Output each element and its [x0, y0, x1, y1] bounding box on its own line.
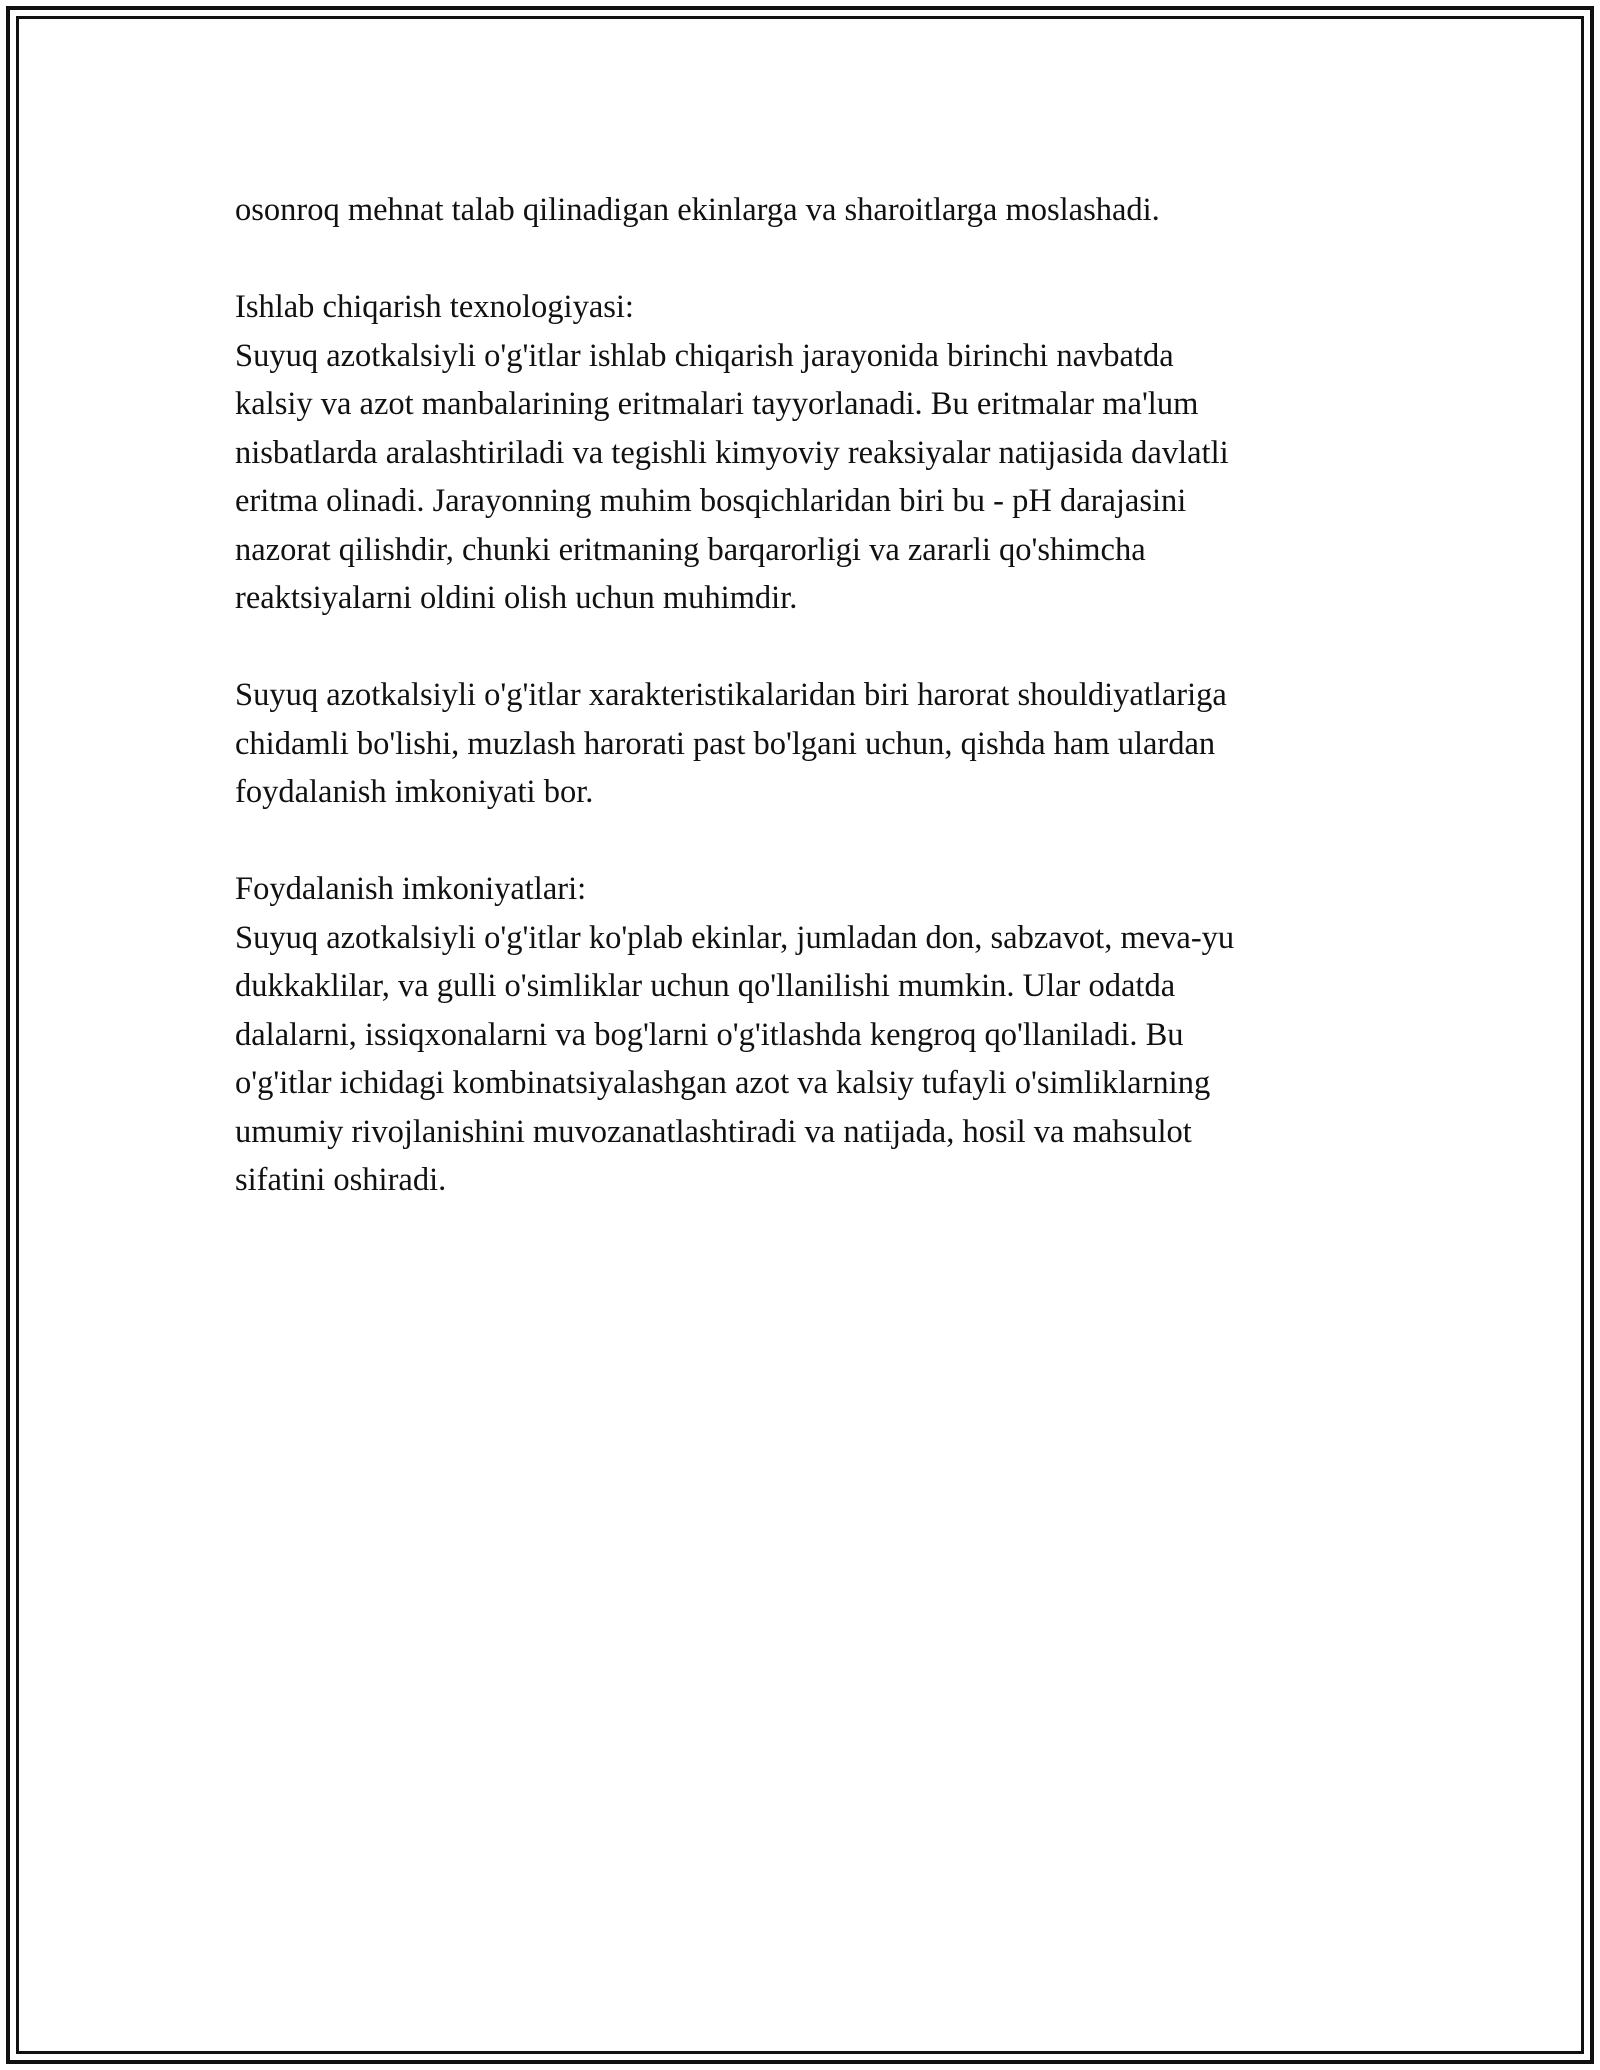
text-line: foydalanish imkoniyati bor. — [235, 774, 594, 810]
text-line: osonroq mehnat talab qilinadigan ekinlarga va sharoitlarga moslashadi. — [235, 192, 1160, 228]
paragraph-gap — [235, 623, 1385, 672]
text-line: nisbatlarda aralashtiriladi va tegishli kimyoviy reaksiyalar natijasida davlatli — [235, 434, 1229, 471]
text-line: Suyuq azotkalsiyli o'g'itlar ko'plab ekinlar, jumladan don, sabzavot, meva-yu — [235, 919, 1235, 956]
section-heading-production: Ishlab chiqarish texnologiyasi: — [235, 289, 634, 325]
text-line: kalsiy va azot manbalarining eritmalari tayyorlanadi. Bu eritmalar ma'lum — [235, 386, 1199, 422]
text-line: reaktsiyalarni oldini olish uchun muhimdir. — [235, 580, 798, 616]
section-heading-usage: Foydalanish imkoniyatlari: — [235, 871, 587, 907]
section-usage — [235, 865, 1385, 1205]
paragraph-characteristics — [235, 671, 1385, 817]
text-line: sifatini oshiradi. — [235, 1162, 447, 1198]
text-line: o'g'itlar ichidagi kombinatsiyalashgan azot va kalsiy tufayli o'simliklarning — [235, 1065, 1211, 1101]
text-line: Suyuq azotkalsiyli o'g'itlar xarakteristikalaridan biri harorat shouldiyatlariga — [235, 677, 1227, 713]
paragraph-gap — [235, 235, 1385, 284]
text-line: eritma olinadi. Jarayonning muhim bosqichlaridan biri bu - pH darajasini — [235, 483, 1187, 519]
document-body — [235, 186, 1385, 1205]
text-line: dukkaklilar, va gulli o'simliklar uchun qo'llanilishi mumkin. Ular odatda — [235, 968, 1176, 1004]
text-line: umumiy rivojlanishini muvozanatlashtiradi va natijada, hosil va mahsulot — [235, 1113, 1192, 1150]
text-line: nazorat qilishdir, chunki eritmaning barqarorligi va zararli qo'shimcha — [235, 531, 1146, 568]
paragraph-intro — [235, 186, 1385, 235]
text-line: Suyuq azotkalsiyli o'g'itlar ishlab chiqarish jarayonida birinchi navbatda — [235, 337, 1174, 374]
text-line: chidamli bo'lishi, muzlash harorati past bo'lgani uchun, qishda ham ulardan — [235, 725, 1216, 762]
section-production — [235, 283, 1385, 623]
text-line: dalalarni, issiqxonalarni va bog'larni o'g'itlashda kengroq qo'llaniladi. Bu — [235, 1016, 1184, 1053]
paragraph-gap — [235, 817, 1385, 866]
